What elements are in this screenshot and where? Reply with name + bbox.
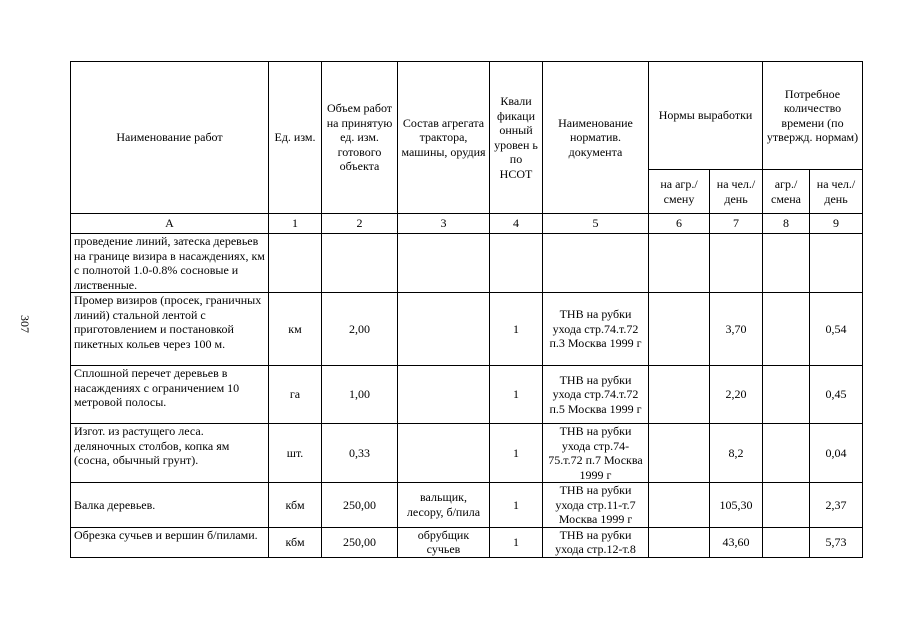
col-number: 8 (763, 214, 810, 234)
req-shift-cell (763, 366, 810, 424)
unit-cell: кбм (269, 527, 322, 557)
table-row (71, 424, 863, 483)
col-number: 3 (398, 214, 490, 234)
norm-person-cell: 8,2 (710, 424, 763, 483)
volume-cell: 250,00 (322, 527, 398, 557)
document-cell: ТНВ на рубки ухода стр.74-75.т.72 п.7 Москва 1999 г (543, 424, 649, 483)
col-number: 5 (543, 214, 649, 234)
header-req-per-shift: агр./ смена (763, 170, 810, 214)
header-unit: Ед. изм. (269, 62, 322, 214)
work-name-cell: проведение линий, затеска деревьев на границе визира в насаждениях, км с полнотой 1.0-0.8% сосновые и лиственные. (71, 234, 269, 293)
col-number: 2 (322, 214, 398, 234)
req-person-cell (810, 234, 863, 293)
volume-cell (322, 234, 398, 293)
volume-cell: 2,00 (322, 293, 398, 366)
req-person-cell: 5,73 (810, 527, 863, 557)
page-number: 307 (18, 315, 32, 333)
norm-person-cell: 105,30 (710, 483, 763, 528)
aggregate-cell (398, 234, 490, 293)
col-number: 1 (269, 214, 322, 234)
volume-cell: 0,33 (322, 424, 398, 483)
document-cell: ТНВ на рубки ухода стр.74.т.72 п.3 Москва 1999 г (543, 293, 649, 366)
unit-cell: шт. (269, 424, 322, 483)
qualification-cell: 1 (490, 424, 543, 483)
col-number: 9 (810, 214, 863, 234)
header-norms: Нормы выработки (649, 62, 763, 170)
document-cell (543, 234, 649, 293)
norm-shift-cell (649, 234, 710, 293)
work-name-cell: Сплошной перечет деревьев в насаждениях с ограничением 10 метровой полосы. (71, 366, 269, 424)
col-number: 4 (490, 214, 543, 234)
col-number: А (71, 214, 269, 234)
norm-shift-cell (649, 293, 710, 366)
req-shift-cell (763, 234, 810, 293)
work-norms-table (70, 61, 863, 558)
norm-shift-cell (649, 527, 710, 557)
work-name-cell: Промер визиров (просек, граничных линий) стальной лентой с приготовлением и постановкой пикетных кольев через 100 м. (71, 293, 269, 366)
req-person-cell: 0,54 (810, 293, 863, 366)
norm-person-cell: 43,60 (710, 527, 763, 557)
header-qualification: Квали фикаци онный уровен ь по НСОТ (490, 62, 543, 214)
header-document: Наименование норматив. документа (543, 62, 649, 214)
header-row (71, 62, 863, 170)
header-norm-per-person: на чел./ день (710, 170, 763, 214)
header-req-per-person: на чел./ день (810, 170, 863, 214)
aggregate-cell (398, 424, 490, 483)
qualification-cell: 1 (490, 483, 543, 528)
req-person-cell: 0,04 (810, 424, 863, 483)
unit-cell: кбм (269, 483, 322, 528)
header-aggregate: Состав агрегата трактора, машины, орудия (398, 62, 490, 214)
norm-person-cell: 3,70 (710, 293, 763, 366)
document-cell: ТНВ на рубки ухода стр.74.т.72 п.5 Москва 1999 г (543, 366, 649, 424)
work-name-cell: Обрезка сучьев и вершин б/пилами. (71, 527, 269, 557)
column-numbering-row (71, 214, 863, 234)
req-person-cell: 0,45 (810, 366, 863, 424)
work-name-cell: Изгот. из растущего леса. деляночных столбов, копка ям (сосна, обычный грунт). (71, 424, 269, 483)
norm-person-cell (710, 234, 763, 293)
table-row (71, 366, 863, 424)
col-number: 6 (649, 214, 710, 234)
req-shift-cell (763, 424, 810, 483)
qualification-cell (490, 234, 543, 293)
norm-shift-cell (649, 424, 710, 483)
header-name: Наименование работ (71, 62, 269, 214)
header-required: Потребное количество времени (по утвержд. нормам) (763, 62, 863, 170)
norm-shift-cell (649, 366, 710, 424)
table-row (71, 483, 863, 528)
aggregate-cell (398, 293, 490, 366)
volume-cell: 250,00 (322, 483, 398, 528)
norm-person-cell: 2,20 (710, 366, 763, 424)
req-shift-cell (763, 293, 810, 366)
table-row (71, 234, 863, 293)
volume-cell: 1,00 (322, 366, 398, 424)
work-name-cell: Валка деревьев. (71, 483, 269, 528)
unit-cell: га (269, 366, 322, 424)
aggregate-cell (398, 366, 490, 424)
unit-cell (269, 234, 322, 293)
col-number: 7 (710, 214, 763, 234)
header-norm-per-shift: на агр./ смену (649, 170, 710, 214)
document-cell: ТНВ на рубки ухода стр.12-т.8 (543, 527, 649, 557)
unit-cell: км (269, 293, 322, 366)
req-shift-cell (763, 483, 810, 528)
document-cell: ТНВ на рубки ухода стр.11-т.7 Москва 1999 г (543, 483, 649, 528)
qualification-cell: 1 (490, 527, 543, 557)
table-row (71, 527, 863, 557)
aggregate-cell: обрубщик сучьев (398, 527, 490, 557)
qualification-cell: 1 (490, 293, 543, 366)
aggregate-cell: вальщик, лесору, б/пила (398, 483, 490, 528)
header-volume: Объем работ на принятую ед. изм. готового объекта (322, 62, 398, 214)
table-row (71, 293, 863, 366)
qualification-cell: 1 (490, 366, 543, 424)
req-shift-cell (763, 527, 810, 557)
norm-shift-cell (649, 483, 710, 528)
req-person-cell: 2,37 (810, 483, 863, 528)
